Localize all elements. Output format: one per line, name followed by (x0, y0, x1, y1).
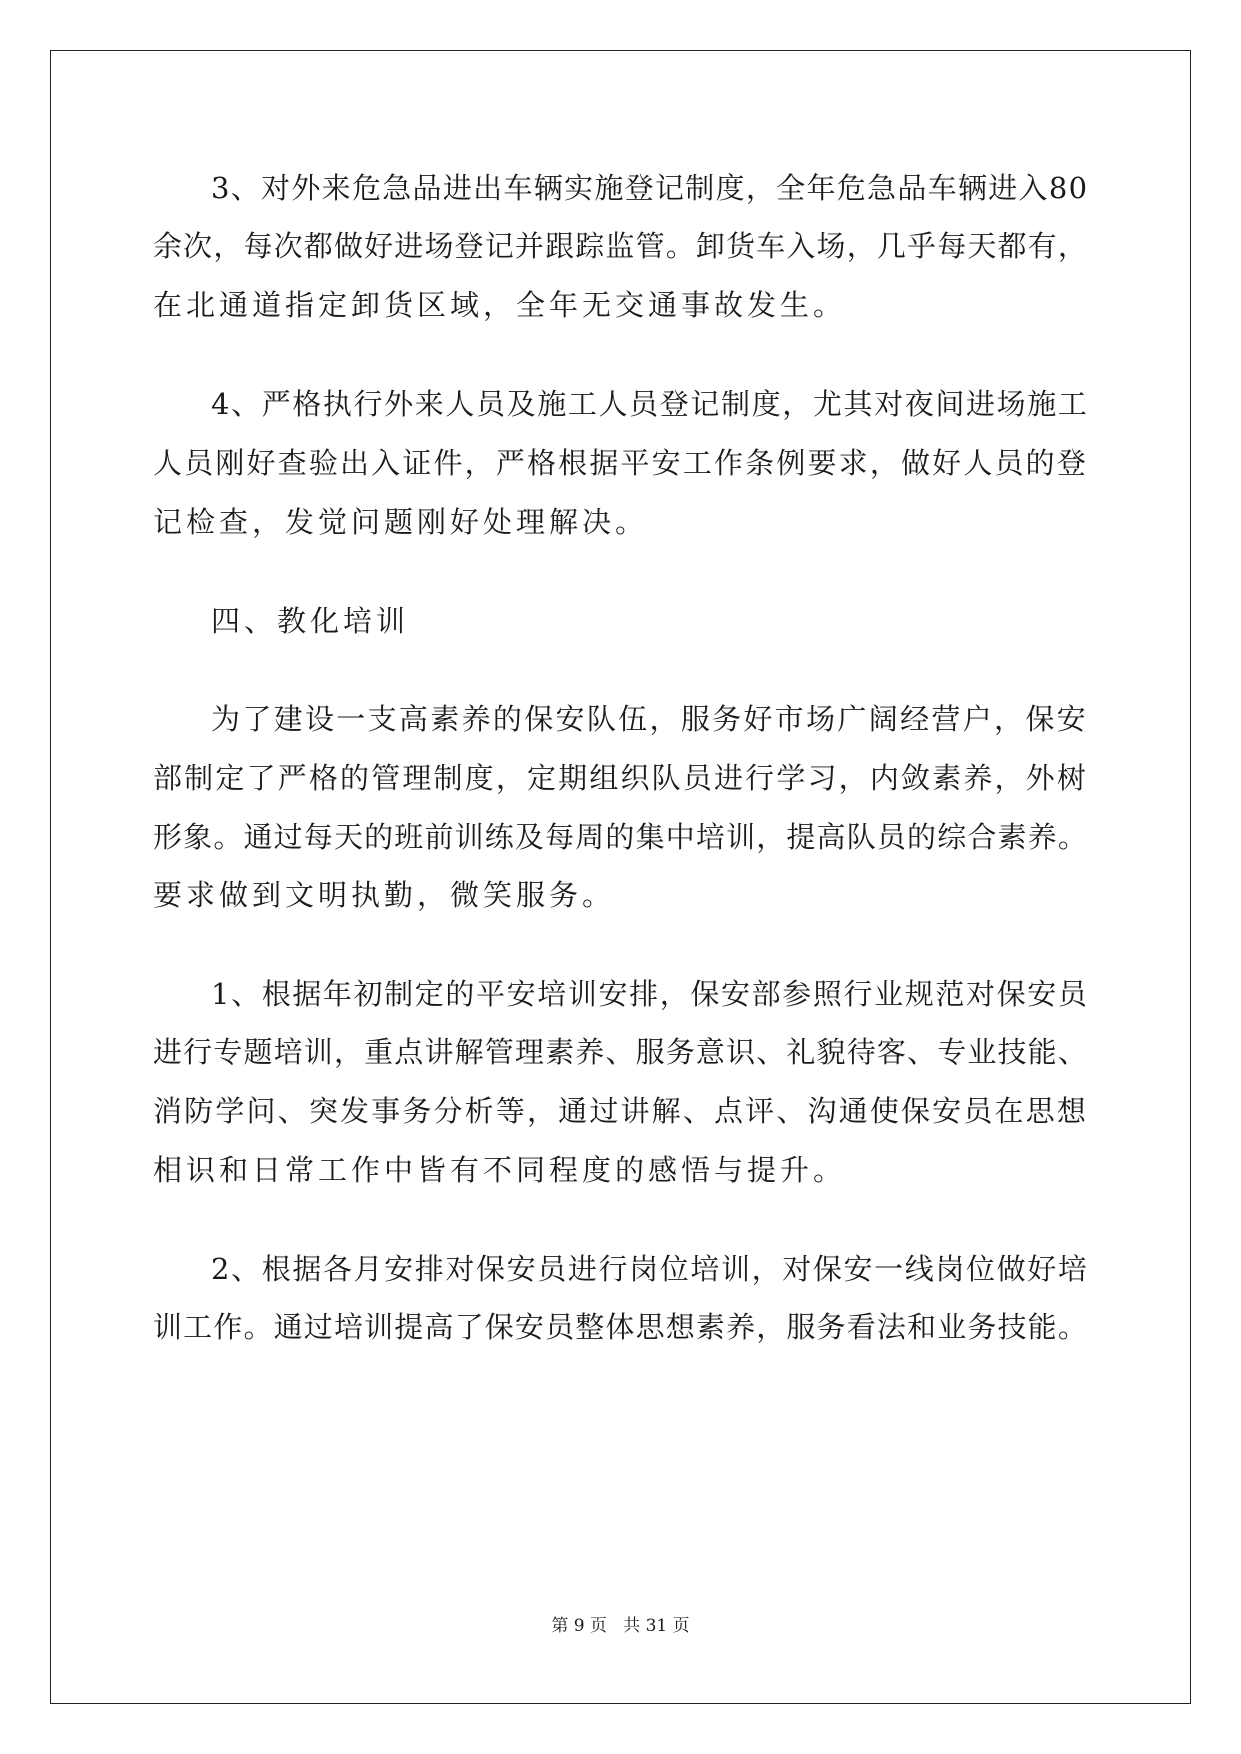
paragraph-2-line-2: 人员刚好查验出入证件，严格根据平安工作条例要求，做好人员的登 (153, 446, 1089, 480)
paragraph-3-line-4: 要求做到文明执勤，微笑服务。 (153, 878, 616, 912)
page-number-footer: 第 9 页 共 31 页 (551, 1616, 690, 1636)
paragraph-1-line-1: 3、对外来危急品进出车辆实施登记制度，全年危急品车辆进入80 (211, 171, 1089, 205)
section-heading: 四、教化培训 (211, 604, 410, 638)
paragraph-2-line-3: 记检查，发觉问题刚好处理解决。 (153, 505, 649, 539)
paragraph-2-line-1: 4、严格执行外来人员及施工人员登记制度，尤其对夜间进场施工 (211, 387, 1089, 421)
paragraph-1-line-2: 余次，每次都做好进场登记并跟踪监管。卸货车入场，几乎每天都有， (153, 229, 1089, 263)
paragraph-5-line-1: 2、根据各月安排对保安员进行岗位培训，对保安一线岗位做好培 (211, 1252, 1089, 1286)
paragraph-4-line-3: 消防学问、突发事务分析等，通过讲解、点评、沟通使保安员在思想 (153, 1094, 1089, 1128)
paragraph-3-line-1: 为了建设一支高素养的保安队伍，服务好市场广阔经营户，保安 (211, 702, 1089, 736)
paragraph-3-line-2: 部制定了严格的管理制度，定期组织队员进行学习，内敛素养，外树 (153, 761, 1089, 795)
paragraph-1-line-3: 在北通道指定卸货区域，全年无交通事故发生。 (153, 288, 847, 322)
paragraph-3-line-3: 形象。通过每天的班前训练及每周的集中培训，提高队员的综合素养。 (153, 820, 1089, 854)
paragraph-5-line-2: 训工作。通过培训提高了保安员整体思想素养，服务看法和业务技能。 (153, 1310, 1089, 1344)
paragraph-4-line-1: 1、根据年初制定的平安培训安排，保安部参照行业规范对保安员 (211, 977, 1089, 1011)
paragraph-4-line-4: 相识和日常工作中皆有不同程度的感悟与提升。 (153, 1153, 847, 1187)
paragraph-4-line-2: 进行专题培训，重点讲解管理素养、服务意识、礼貌待客、专业技能、 (153, 1035, 1089, 1069)
